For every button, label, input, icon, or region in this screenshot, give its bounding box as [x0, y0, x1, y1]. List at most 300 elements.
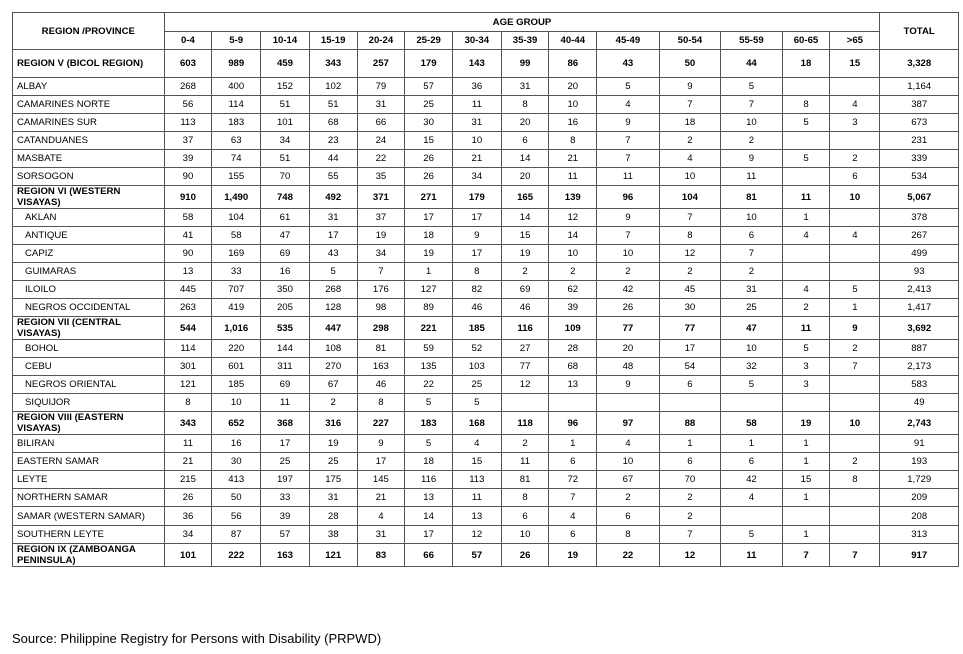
age-count-cell: 17: [357, 453, 405, 471]
age-count-cell: 101: [261, 114, 310, 132]
age-count-cell: 10: [721, 114, 782, 132]
age-count-cell: [830, 132, 880, 150]
total-cell: 91: [880, 435, 959, 453]
total-cell: 887: [880, 340, 959, 358]
age-count-cell: 55: [309, 168, 357, 186]
age-count-cell: 74: [212, 150, 261, 168]
age-count-cell: 19: [782, 412, 830, 435]
age-count-cell: 1: [659, 435, 720, 453]
total-cell: 5,067: [880, 186, 959, 209]
age-count-cell: 2: [659, 489, 720, 507]
age-count-cell: 707: [212, 281, 261, 299]
age-count-cell: 7: [830, 544, 880, 567]
age-count-cell: 263: [164, 299, 212, 317]
age-count-cell: 18: [405, 227, 453, 245]
age-count-cell: 7: [357, 263, 405, 281]
age-count-cell: 227: [357, 412, 405, 435]
age-count-cell: 2: [830, 150, 880, 168]
age-count-cell: 3: [830, 114, 880, 132]
total-cell: 1,729: [880, 471, 959, 489]
age-count-cell: 25: [405, 96, 453, 114]
age-count-cell: [721, 507, 782, 526]
province-name: MASBATE: [13, 150, 165, 168]
total-cell: 231: [880, 132, 959, 150]
age-count-cell: 46: [501, 299, 549, 317]
age-count-cell: 46: [452, 299, 501, 317]
age-count-cell: 103: [452, 358, 501, 376]
age-count-cell: 41: [164, 227, 212, 245]
age-count-cell: 535: [261, 317, 310, 340]
age-count-cell: 14: [549, 227, 597, 245]
age-count-cell: 50: [659, 50, 720, 78]
age-count-cell: 26: [405, 168, 453, 186]
province-name: CATANDUANES: [13, 132, 165, 150]
age-count-cell: 22: [597, 544, 660, 567]
province-name: SIQUIJOR: [13, 394, 165, 412]
age-count-cell: 44: [721, 50, 782, 78]
age-count-cell: 86: [549, 50, 597, 78]
age-count-cell: 113: [452, 471, 501, 489]
age-count-cell: 10: [597, 453, 660, 471]
age-count-cell: 20: [597, 340, 660, 358]
age-count-cell: 1: [782, 209, 830, 227]
age-count-cell: 4: [830, 227, 880, 245]
age-count-cell: 1: [549, 435, 597, 453]
age-count-cell: 343: [309, 50, 357, 78]
age-count-cell: 2: [549, 263, 597, 281]
age-count-cell: 46: [357, 376, 405, 394]
age-count-cell: 8: [659, 227, 720, 245]
age-count-cell: [721, 394, 782, 412]
province-row: [13, 132, 959, 150]
age-count-cell: 11: [452, 489, 501, 507]
age-count-cell: 116: [501, 317, 549, 340]
age-count-cell: 5: [405, 394, 453, 412]
age-count-cell: 31: [357, 96, 405, 114]
province-name: EASTERN SAMAR: [13, 453, 165, 471]
age-count-cell: 69: [261, 245, 310, 263]
age-count-cell: 39: [164, 150, 212, 168]
age-count-cell: 155: [212, 168, 261, 186]
region-name: REGION VII (CENTRAL VISAYAS): [13, 317, 165, 340]
province-row: [13, 489, 959, 507]
age-count-cell: 19: [405, 245, 453, 263]
age-count-cell: 128: [309, 299, 357, 317]
age-count-cell: 77: [659, 317, 720, 340]
age-count-cell: 12: [549, 209, 597, 227]
age-count-cell: 10: [212, 394, 261, 412]
age-count-cell: 27: [501, 340, 549, 358]
total-cell: 93: [880, 263, 959, 281]
age-count-cell: 5: [309, 263, 357, 281]
age-band-header: 40-44: [549, 32, 597, 50]
age-count-cell: 17: [309, 227, 357, 245]
age-count-cell: 2: [830, 340, 880, 358]
age-count-cell: 121: [164, 376, 212, 394]
age-count-cell: 15: [405, 132, 453, 150]
table-body: [13, 50, 959, 567]
region-row: [13, 50, 959, 78]
disability-age-table-container: [12, 12, 959, 567]
age-count-cell: 18: [782, 50, 830, 78]
age-count-cell: 221: [405, 317, 453, 340]
age-count-cell: 47: [721, 317, 782, 340]
province-row: [13, 394, 959, 412]
age-count-cell: [830, 209, 880, 227]
province-name: NEGROS ORIENTAL: [13, 376, 165, 394]
age-count-cell: 257: [357, 50, 405, 78]
age-count-cell: 183: [405, 412, 453, 435]
age-count-cell: 1: [782, 489, 830, 507]
age-count-cell: 15: [501, 227, 549, 245]
age-count-cell: 118: [501, 412, 549, 435]
age-count-cell: 69: [501, 281, 549, 299]
age-count-cell: 31: [501, 78, 549, 96]
age-count-cell: 139: [549, 186, 597, 209]
age-count-cell: 1,490: [212, 186, 261, 209]
age-count-cell: 37: [164, 132, 212, 150]
total-cell: 49: [880, 394, 959, 412]
age-count-cell: 63: [212, 132, 261, 150]
age-count-cell: 6: [549, 526, 597, 544]
age-count-cell: 7: [659, 526, 720, 544]
age-count-cell: 13: [164, 263, 212, 281]
age-count-cell: 19: [501, 245, 549, 263]
age-count-cell: 24: [357, 132, 405, 150]
age-count-cell: 47: [261, 227, 310, 245]
province-name: NEGROS OCCIDENTAL: [13, 299, 165, 317]
total-cell: 208: [880, 507, 959, 526]
age-count-cell: 371: [357, 186, 405, 209]
age-count-cell: 33: [261, 489, 310, 507]
age-count-cell: 66: [405, 544, 453, 567]
age-count-cell: 14: [501, 209, 549, 227]
age-count-cell: 1: [721, 435, 782, 453]
age-count-cell: 8: [164, 394, 212, 412]
age-count-cell: 5: [721, 526, 782, 544]
province-name: SORSOGON: [13, 168, 165, 186]
age-count-cell: [830, 507, 880, 526]
age-count-cell: 21: [164, 453, 212, 471]
province-name: CAPIZ: [13, 245, 165, 263]
age-count-cell: [830, 245, 880, 263]
age-count-cell: 37: [357, 209, 405, 227]
age-count-cell: 57: [405, 78, 453, 96]
age-count-cell: 66: [357, 114, 405, 132]
age-count-cell: 7: [597, 227, 660, 245]
age-count-cell: 10: [549, 245, 597, 263]
province-name: AKLAN: [13, 209, 165, 227]
age-count-cell: 205: [261, 299, 310, 317]
age-count-cell: 2: [501, 263, 549, 281]
province-name: CAMARINES NORTE: [13, 96, 165, 114]
age-band-header: 55-59: [721, 32, 782, 50]
age-count-cell: 116: [405, 471, 453, 489]
age-count-cell: 21: [549, 150, 597, 168]
age-count-cell: 38: [309, 526, 357, 544]
age-count-cell: [597, 394, 660, 412]
age-count-cell: 68: [309, 114, 357, 132]
age-count-cell: 26: [405, 150, 453, 168]
age-count-cell: 4: [782, 281, 830, 299]
age-count-cell: [782, 394, 830, 412]
province-row: [13, 281, 959, 299]
age-count-cell: 61: [261, 209, 310, 227]
total-cell: 1,417: [880, 299, 959, 317]
age-count-cell: 4: [597, 96, 660, 114]
age-count-cell: 222: [212, 544, 261, 567]
age-count-cell: 910: [164, 186, 212, 209]
age-count-cell: 8: [830, 471, 880, 489]
age-count-cell: 34: [261, 132, 310, 150]
age-count-cell: 8: [549, 132, 597, 150]
age-count-cell: 31: [309, 489, 357, 507]
age-count-cell: 447: [309, 317, 357, 340]
age-count-cell: 18: [405, 453, 453, 471]
age-count-cell: 5: [782, 114, 830, 132]
age-count-cell: 17: [405, 526, 453, 544]
age-count-cell: 101: [164, 544, 212, 567]
age-count-cell: 368: [261, 412, 310, 435]
age-count-cell: 59: [405, 340, 453, 358]
age-band-header: 35-39: [501, 32, 549, 50]
age-count-cell: 48: [597, 358, 660, 376]
age-count-cell: 6: [721, 453, 782, 471]
age-count-cell: 4: [357, 507, 405, 526]
age-count-cell: 152: [261, 78, 310, 96]
age-count-cell: 179: [452, 186, 501, 209]
age-count-cell: 56: [164, 96, 212, 114]
age-count-cell: 163: [357, 358, 405, 376]
age-count-cell: 10: [721, 340, 782, 358]
age-count-cell: 12: [659, 245, 720, 263]
age-count-cell: 544: [164, 317, 212, 340]
age-count-cell: 16: [261, 263, 310, 281]
age-count-cell: 11: [782, 317, 830, 340]
age-count-cell: 81: [357, 340, 405, 358]
age-count-cell: 10: [452, 132, 501, 150]
total-cell: 193: [880, 453, 959, 471]
age-count-cell: 44: [309, 150, 357, 168]
age-count-cell: 14: [501, 150, 549, 168]
province-row: [13, 471, 959, 489]
province-name: CEBU: [13, 358, 165, 376]
total-cell: 2,173: [880, 358, 959, 376]
age-count-cell: 31: [452, 114, 501, 132]
age-count-cell: [549, 394, 597, 412]
age-count-cell: 445: [164, 281, 212, 299]
province-name: SOUTHERN LEYTE: [13, 526, 165, 544]
age-count-cell: 9: [597, 376, 660, 394]
age-count-cell: 15: [830, 50, 880, 78]
total-cell: 673: [880, 114, 959, 132]
age-count-cell: 652: [212, 412, 261, 435]
age-count-cell: 2: [597, 489, 660, 507]
age-count-cell: 3: [782, 358, 830, 376]
age-count-cell: 419: [212, 299, 261, 317]
age-count-cell: 81: [721, 186, 782, 209]
age-count-cell: 42: [597, 281, 660, 299]
age-count-cell: 215: [164, 471, 212, 489]
age-count-cell: 10: [597, 245, 660, 263]
total-cell: 3,328: [880, 50, 959, 78]
age-count-cell: 83: [357, 544, 405, 567]
age-band-header: 10-14: [261, 32, 310, 50]
age-count-cell: 54: [659, 358, 720, 376]
province-name: ILOILO: [13, 281, 165, 299]
age-count-cell: [782, 132, 830, 150]
age-count-cell: 311: [261, 358, 310, 376]
age-count-cell: 301: [164, 358, 212, 376]
age-count-cell: 23: [309, 132, 357, 150]
age-count-cell: 52: [452, 340, 501, 358]
age-count-cell: 5: [597, 78, 660, 96]
age-count-cell: 26: [501, 544, 549, 567]
age-count-cell: 8: [501, 489, 549, 507]
age-count-cell: 11: [164, 435, 212, 453]
region-row: [13, 317, 959, 340]
age-count-cell: 1: [405, 263, 453, 281]
age-count-cell: 4: [452, 435, 501, 453]
region-name: REGION IX (ZAMBOANGA PENINSULA): [13, 544, 165, 567]
age-count-cell: 168: [452, 412, 501, 435]
age-count-cell: 185: [452, 317, 501, 340]
age-count-cell: 90: [164, 245, 212, 263]
province-name: ALBAY: [13, 78, 165, 96]
age-count-cell: 114: [212, 96, 261, 114]
province-row: [13, 245, 959, 263]
age-count-cell: 4: [782, 227, 830, 245]
age-count-cell: 2: [659, 507, 720, 526]
age-count-cell: 88: [659, 412, 720, 435]
age-band-header: 20-24: [357, 32, 405, 50]
age-count-cell: 2: [721, 263, 782, 281]
age-count-cell: 43: [597, 50, 660, 78]
province-name: CAMARINES SUR: [13, 114, 165, 132]
age-count-cell: 19: [357, 227, 405, 245]
source-note: Source: Philippine Registry for Persons with Disability (PRPWD): [12, 631, 382, 646]
age-count-cell: 68: [549, 358, 597, 376]
province-row: [13, 209, 959, 227]
age-count-cell: 6: [721, 227, 782, 245]
age-count-cell: 7: [549, 489, 597, 507]
age-count-cell: [830, 376, 880, 394]
age-count-cell: 57: [261, 526, 310, 544]
age-count-cell: 17: [261, 435, 310, 453]
age-count-cell: 268: [309, 281, 357, 299]
age-count-cell: 6: [549, 453, 597, 471]
age-count-cell: 9: [357, 435, 405, 453]
age-count-cell: [830, 78, 880, 96]
age-count-cell: 11: [549, 168, 597, 186]
age-count-cell: 121: [309, 544, 357, 567]
age-count-cell: 7: [721, 245, 782, 263]
age-count-cell: 32: [721, 358, 782, 376]
age-count-cell: 102: [309, 78, 357, 96]
age-count-cell: 271: [405, 186, 453, 209]
age-count-cell: 11: [782, 186, 830, 209]
age-count-cell: [782, 168, 830, 186]
age-group-header: AGE GROUP: [164, 13, 880, 32]
age-count-cell: 89: [405, 299, 453, 317]
age-count-cell: 11: [721, 544, 782, 567]
age-count-cell: 185: [212, 376, 261, 394]
total-cell: 2,413: [880, 281, 959, 299]
age-count-cell: 7: [659, 96, 720, 114]
age-count-cell: 7: [782, 544, 830, 567]
age-count-cell: 21: [357, 489, 405, 507]
age-count-cell: 145: [357, 471, 405, 489]
age-count-cell: 298: [357, 317, 405, 340]
age-count-cell: 98: [357, 299, 405, 317]
age-count-cell: 7: [597, 150, 660, 168]
age-count-cell: 989: [212, 50, 261, 78]
age-count-cell: 30: [405, 114, 453, 132]
age-count-cell: 25: [452, 376, 501, 394]
province-row: [13, 526, 959, 544]
age-count-cell: [830, 489, 880, 507]
age-count-cell: 413: [212, 471, 261, 489]
age-count-cell: 28: [309, 507, 357, 526]
age-count-cell: 56: [212, 507, 261, 526]
province-row: [13, 453, 959, 471]
region-name: REGION VI (WESTERN VISAYAS): [13, 186, 165, 209]
age-count-cell: 10: [721, 209, 782, 227]
age-count-cell: 12: [659, 544, 720, 567]
total-cell: 917: [880, 544, 959, 567]
age-band-header: 5-9: [212, 32, 261, 50]
age-count-cell: 6: [659, 376, 720, 394]
age-count-cell: 5: [782, 340, 830, 358]
age-count-cell: 34: [452, 168, 501, 186]
age-count-cell: 2: [309, 394, 357, 412]
disability-age-table: [12, 12, 959, 567]
age-count-cell: 19: [309, 435, 357, 453]
age-count-cell: 6: [830, 168, 880, 186]
region-name: REGION V (BICOL REGION): [13, 50, 165, 78]
age-count-cell: 15: [782, 471, 830, 489]
age-count-cell: 2: [597, 263, 660, 281]
age-count-cell: 21: [452, 150, 501, 168]
age-count-cell: 96: [597, 186, 660, 209]
age-count-cell: 96: [549, 412, 597, 435]
age-count-cell: 2: [659, 132, 720, 150]
region-row: [13, 544, 959, 567]
province-row: [13, 168, 959, 186]
province-name: SAMAR (WESTERN SAMAR): [13, 507, 165, 526]
age-count-cell: 11: [501, 453, 549, 471]
age-count-cell: 10: [501, 526, 549, 544]
age-count-cell: 11: [597, 168, 660, 186]
age-count-cell: 8: [357, 394, 405, 412]
age-count-cell: [830, 435, 880, 453]
age-count-cell: 1: [782, 453, 830, 471]
age-count-cell: 7: [659, 209, 720, 227]
age-count-cell: 104: [212, 209, 261, 227]
age-count-cell: 108: [309, 340, 357, 358]
age-count-cell: 6: [597, 507, 660, 526]
age-count-cell: 39: [261, 507, 310, 526]
age-count-cell: 34: [164, 526, 212, 544]
age-count-cell: 113: [164, 114, 212, 132]
age-count-cell: 104: [659, 186, 720, 209]
age-count-cell: 109: [549, 317, 597, 340]
total-cell: 2,743: [880, 412, 959, 435]
age-count-cell: 31: [309, 209, 357, 227]
age-count-cell: 17: [659, 340, 720, 358]
age-count-cell: 601: [212, 358, 261, 376]
age-count-cell: 11: [721, 168, 782, 186]
